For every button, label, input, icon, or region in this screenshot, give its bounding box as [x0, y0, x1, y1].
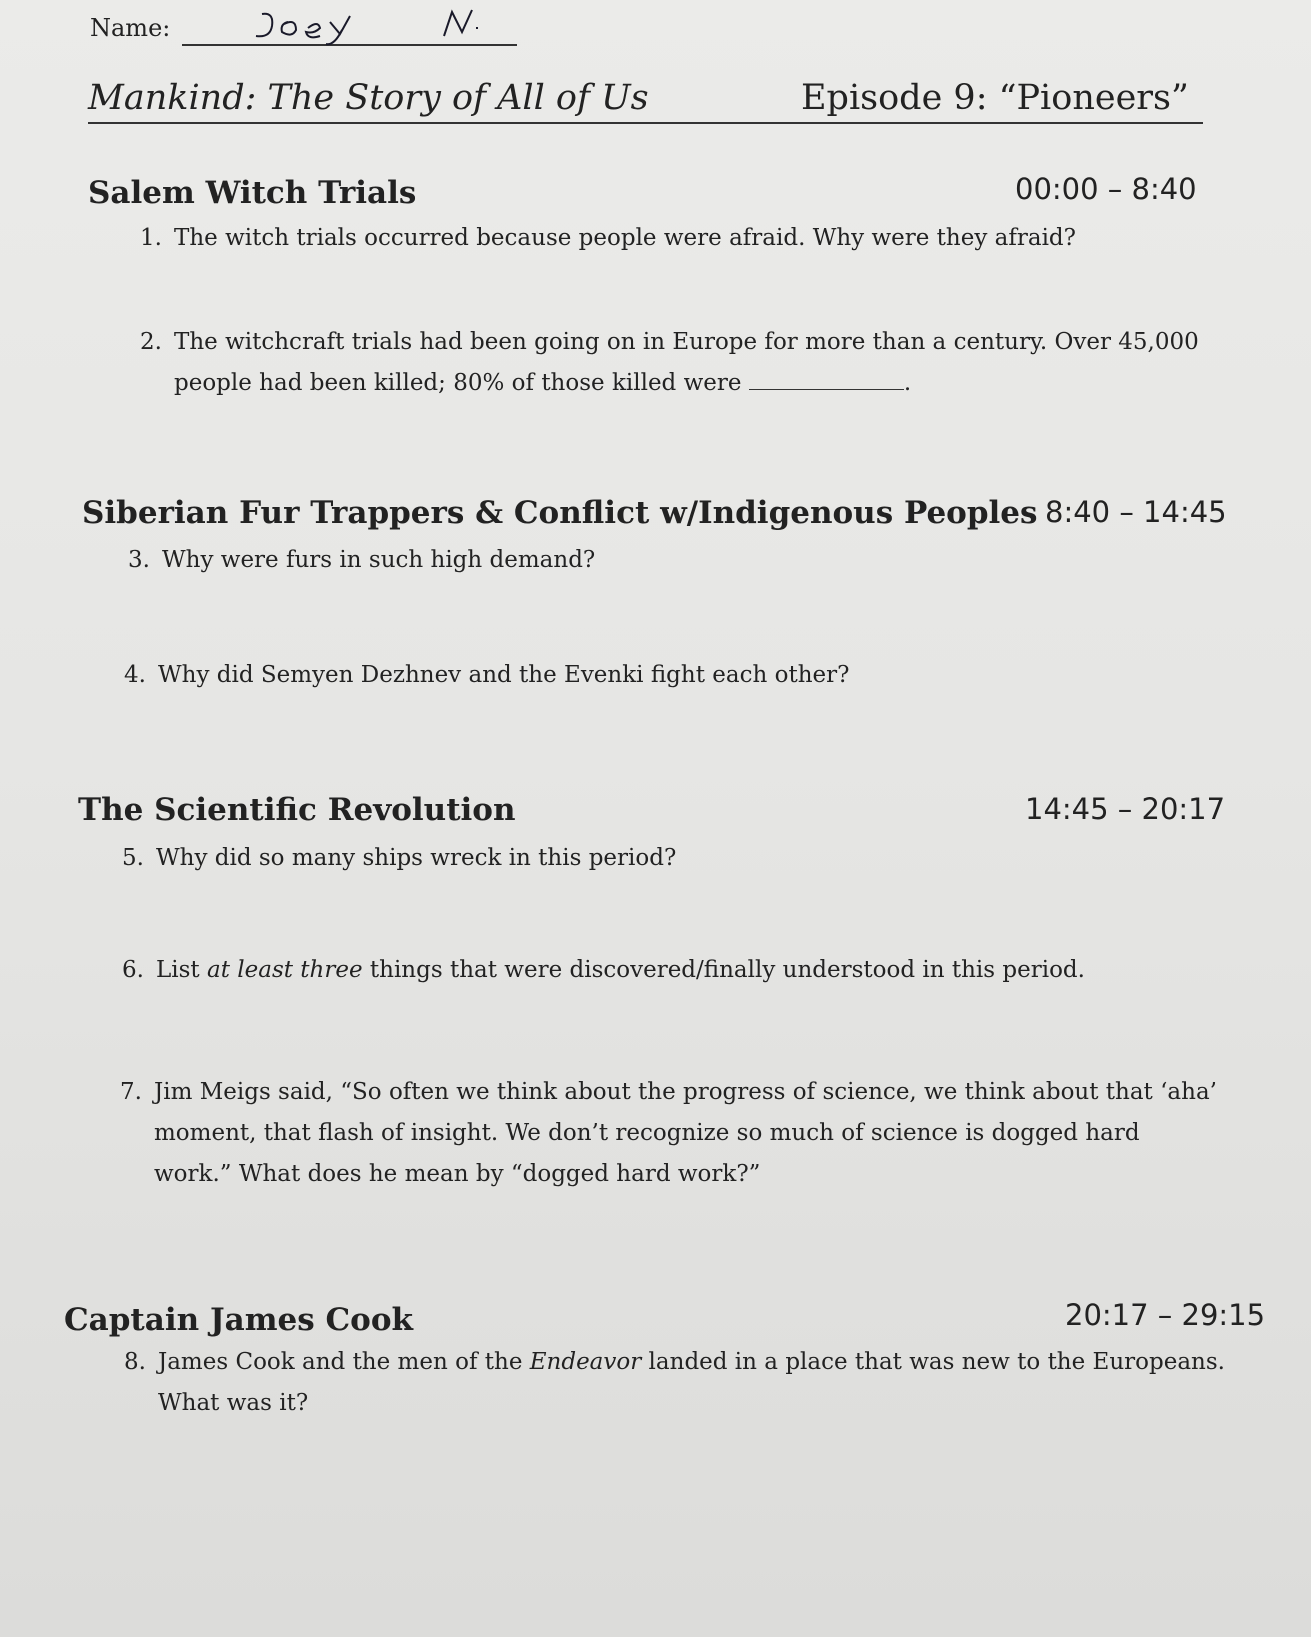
question-text: Why were furs in such high demand? — [162, 547, 596, 573]
question-text-emphasis: at least three — [207, 957, 363, 983]
question-number: 6. — [122, 957, 144, 983]
question-number: 1. — [140, 225, 162, 251]
question-3 — [128, 540, 1128, 581]
question-4 — [124, 655, 1124, 696]
name-field[interactable] — [182, 14, 517, 46]
question-text: Why did so many ships wreck in this period? — [156, 845, 677, 871]
section-time-cook: 20:17 – 29:15 — [1065, 1298, 1266, 1332]
question-number: 5. — [122, 845, 144, 871]
worksheet-header — [88, 78, 1203, 124]
question-text: things that were discovered/finally understood in this period. — [362, 957, 1085, 983]
section-title-siberian: Siberian Fur Trappers & Conflict w/Indigenous Peoples — [82, 495, 1038, 531]
question-6 — [122, 950, 1222, 991]
question-number: 2. — [140, 329, 162, 355]
question-text: people had been killed; 80% of those killed were — [174, 370, 742, 396]
question-number: 8. — [124, 1349, 146, 1375]
question-text: Jim Meigs said, “So often we think about the progress of science, we think about that ‘aha’ — [154, 1079, 1217, 1105]
question-text: James Cook and the men of the — [158, 1349, 530, 1375]
episode-title: Episode 9: “Pioneers” — [801, 78, 1189, 118]
section-time-scientific: 14:45 – 20:17 — [1025, 792, 1226, 826]
section-title-scientific: The Scientific Revolution — [78, 792, 516, 828]
question-text: List — [156, 957, 207, 983]
question-text: What was it? — [158, 1390, 309, 1416]
question-number: 3. — [128, 547, 150, 573]
question-2 — [140, 322, 1240, 404]
section-time-siberian: 8:40 – 14:45 — [1045, 495, 1227, 529]
section-time-salem: 00:00 – 8:40 — [1015, 172, 1197, 206]
question-1 — [140, 218, 1220, 259]
question-text: The witchcraft trials had been going on in Europe for more than a century. Over 45,000 — [174, 329, 1199, 355]
question-text: work.” What does he mean by “dogged hard work?” — [154, 1161, 761, 1187]
question-8 — [124, 1342, 1294, 1424]
section-title-cook: Captain James Cook — [64, 1302, 413, 1338]
worksheet-title: Mankind: The Story of All of Us — [88, 78, 649, 118]
section-title-salem: Salem Witch Trials — [88, 175, 417, 211]
question-text-emphasis: Endeavor — [529, 1349, 642, 1375]
answer-blank[interactable] — [749, 371, 904, 390]
question-text: landed in a place that was new to the Europeans. — [641, 1349, 1225, 1375]
question-punct: . — [903, 370, 912, 396]
question-number: 7. — [120, 1079, 142, 1105]
question-text: Why did Semyen Dezhnev and the Evenki fight each other? — [158, 662, 850, 688]
question-text: moment, that flash of insight. We don’t recognize so much of science is dogged hard — [154, 1120, 1140, 1146]
question-text: The witch trials occurred because people were afraid. Why were they afraid? — [174, 225, 1076, 251]
name-label: Name: — [90, 14, 171, 42]
question-7 — [120, 1072, 1280, 1195]
handwritten-signature — [222, 6, 522, 46]
question-5 — [122, 838, 1122, 879]
question-number: 4. — [124, 662, 146, 688]
